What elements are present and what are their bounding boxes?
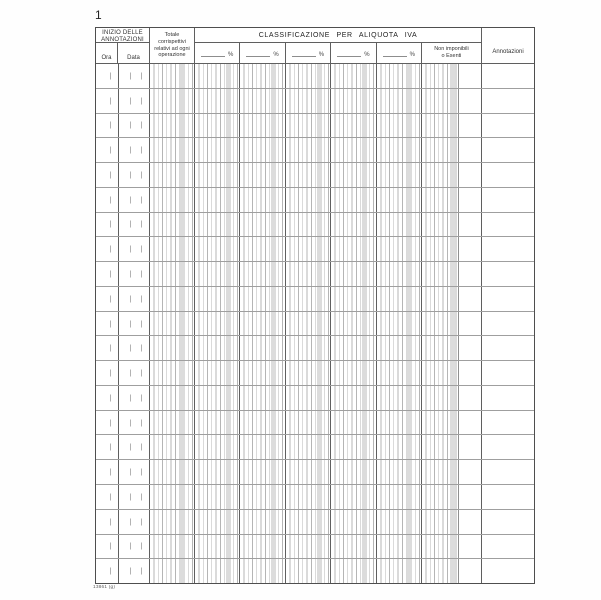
data-separator-tick-2 (141, 394, 142, 401)
table-row (96, 89, 534, 114)
data-separator-tick-2 (141, 469, 142, 476)
ora-separator-tick (110, 345, 111, 352)
ora-separator-tick (110, 147, 111, 154)
header-aliquota-column-4 (331, 43, 376, 63)
data-separator-tick-1 (130, 221, 131, 228)
ledger-table (95, 27, 535, 584)
header-totale-line: relativi ad ogni (154, 45, 190, 52)
data-separator-tick-1 (130, 394, 131, 401)
data-separator-tick-1 (130, 147, 131, 154)
percent-sign: % (228, 52, 234, 58)
data-separator-tick-2 (141, 221, 142, 228)
header-totale-corrispettivi (149, 28, 194, 63)
data-separator-tick-1 (130, 295, 131, 302)
data-separator-tick-1 (130, 444, 131, 451)
data-separator-tick-2 (141, 370, 142, 377)
header-non-imponibili (422, 43, 481, 63)
ora-separator-tick (110, 295, 111, 302)
data-separator-tick-1 (130, 469, 131, 476)
aliquota-blank-rule (201, 56, 225, 57)
table-row (96, 138, 534, 163)
aliquota-blank-rule (337, 56, 361, 57)
header-inizio-group (96, 28, 149, 63)
percent-sign: % (409, 52, 415, 58)
ora-separator-tick (110, 469, 111, 476)
ora-separator-tick (110, 320, 111, 327)
data-separator-tick-2 (141, 419, 142, 426)
table-row (96, 485, 534, 510)
table-body (96, 64, 534, 583)
data-separator-tick-2 (141, 171, 142, 178)
data-separator-tick-2 (141, 271, 142, 278)
table-row (96, 336, 534, 361)
data-separator-tick-1 (130, 370, 131, 377)
data-separator-tick-1 (130, 271, 131, 278)
data-separator-tick-1 (130, 171, 131, 178)
table-row (96, 312, 534, 337)
aliquota-blank-rule (383, 56, 407, 57)
ora-separator-tick (110, 246, 111, 253)
ora-separator-tick (110, 221, 111, 228)
data-separator-tick-2 (141, 444, 142, 451)
data-separator-tick-1 (130, 543, 131, 550)
percent-sign: % (273, 52, 279, 58)
header-aliquota-column-1 (195, 43, 240, 63)
header-annotazioni: Annotazioni (481, 28, 534, 63)
data-separator-tick-1 (130, 345, 131, 352)
data-separator-tick-1 (130, 493, 131, 500)
data-separator-tick-1 (130, 568, 131, 575)
data-separator-tick-1 (130, 419, 131, 426)
data-separator-tick-1 (130, 518, 131, 525)
ora-separator-tick (110, 122, 111, 129)
data-separator-tick-2 (141, 147, 142, 154)
data-separator-tick-2 (141, 246, 142, 253)
data-separator-tick-2 (141, 493, 142, 500)
header-aliquota-columns (195, 43, 481, 63)
data-separator-tick-1 (130, 97, 131, 104)
ora-separator-tick (110, 370, 111, 377)
table-body-rows (96, 64, 534, 583)
non-imponibili-line: Non imponibili (434, 46, 469, 53)
aliquota-blank-rule (292, 56, 316, 57)
page-number: 1 (95, 8, 102, 22)
percent-sign: % (318, 52, 325, 58)
table-row (96, 460, 534, 485)
ora-separator-tick (110, 72, 111, 79)
ora-separator-tick (110, 419, 111, 426)
data-separator-tick-1 (130, 122, 131, 129)
ora-separator-tick (110, 518, 111, 525)
header-ora: Ora (96, 43, 118, 63)
table-row (96, 262, 534, 287)
header-totale-line: corrispettivi (158, 38, 186, 45)
data-separator-tick-2 (141, 295, 142, 302)
data-separator-tick-2 (141, 568, 142, 575)
table-row (96, 411, 534, 436)
data-separator-tick-1 (130, 196, 131, 203)
aliquota-blank-rule (246, 56, 270, 57)
ora-separator-tick (110, 568, 111, 575)
table-row (96, 163, 534, 188)
ora-separator-tick (110, 196, 111, 203)
ora-separator-tick (110, 543, 111, 550)
data-separator-tick-2 (141, 518, 142, 525)
header-inizio-annotazioni: INIZIO DELLE ANNOTAZIONI (96, 28, 149, 43)
percent-sign: % (364, 52, 370, 58)
table-row (96, 237, 534, 262)
data-separator-tick-1 (130, 246, 131, 253)
data-separator-tick-2 (141, 543, 142, 550)
table-row (96, 386, 534, 411)
data-separator-tick-1 (130, 72, 131, 79)
table-row (96, 287, 534, 312)
data-separator-tick-2 (141, 345, 142, 352)
table-row (96, 114, 534, 139)
ora-separator-tick (110, 394, 111, 401)
header-classificazione-title: CLASSIFICAZIONE PER ALIQUOTA IVA (195, 28, 481, 43)
header-totale-line: operazione (158, 52, 186, 59)
header-aliquota-column-5 (377, 43, 422, 63)
table-row (96, 64, 534, 89)
data-separator-tick-1 (130, 320, 131, 327)
header-ora-data-row (96, 43, 149, 63)
ora-separator-tick (110, 271, 111, 278)
table-row (96, 213, 534, 238)
form-code: 13861 (g) (93, 585, 116, 590)
data-separator-tick-2 (141, 320, 142, 327)
header-data: Data (127, 55, 140, 61)
table-row (96, 535, 534, 560)
data-separator-tick-2 (141, 72, 142, 79)
table-row (96, 361, 534, 386)
header-classificazione-group (194, 28, 481, 63)
table-header (96, 28, 534, 64)
header-aliquota-column-3 (286, 43, 331, 63)
header-totale-line: Totale (164, 32, 180, 39)
ora-separator-tick (110, 97, 111, 104)
ora-separator-tick (110, 444, 111, 451)
table-row (96, 435, 534, 460)
ora-separator-tick (110, 493, 111, 500)
data-separator-tick-2 (141, 122, 142, 129)
table-row (96, 188, 534, 213)
header-aliquota-column-2 (240, 43, 285, 63)
non-imponibili-line: o Esenti (441, 53, 462, 59)
table-row (96, 510, 534, 535)
data-separator-tick-2 (141, 97, 142, 104)
table-row (96, 559, 534, 583)
data-separator-tick-2 (141, 196, 142, 203)
ora-separator-tick (110, 171, 111, 178)
